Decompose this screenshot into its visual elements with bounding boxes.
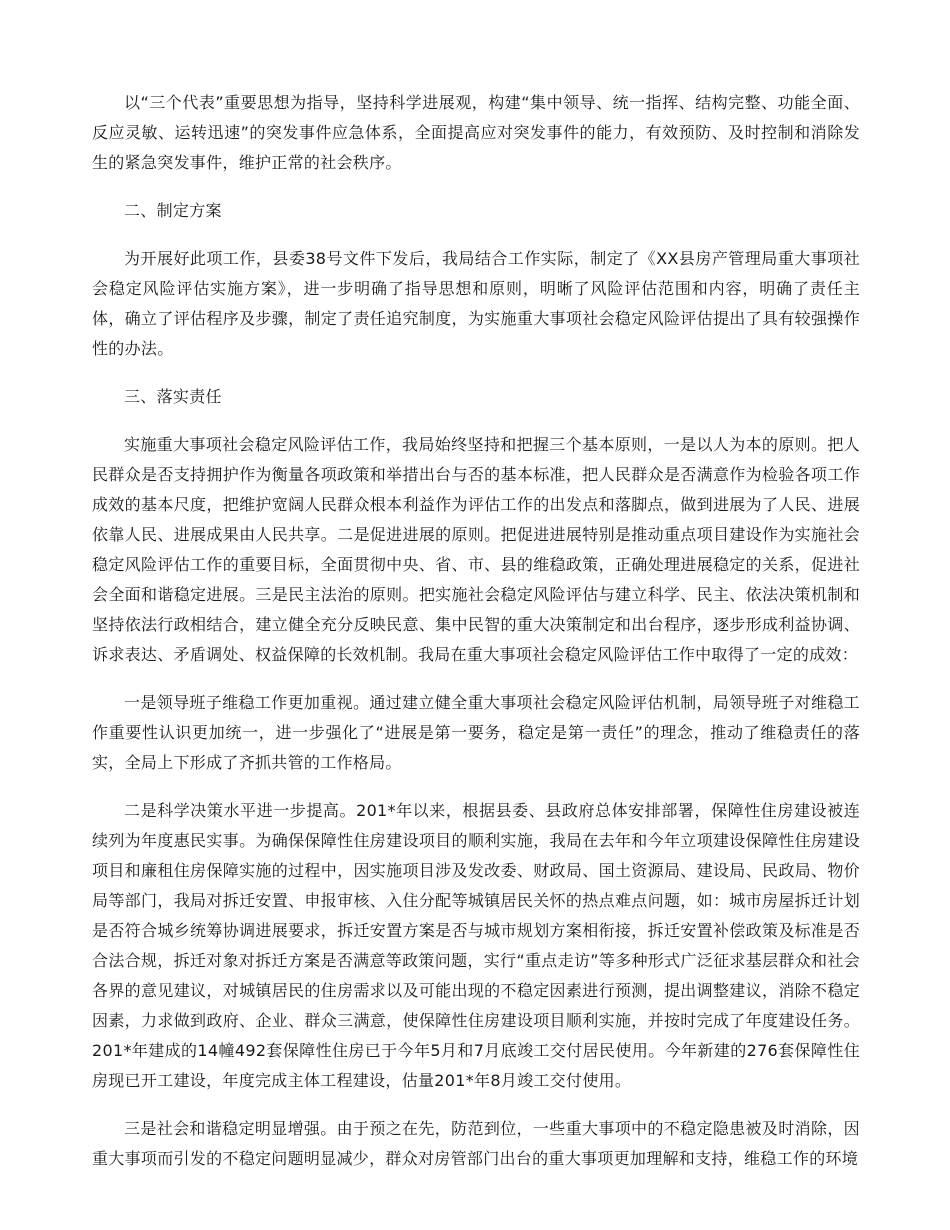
- paragraph-achievement-leadership: 一是领导班子维稳工作更加重视。通过建立健全重大事项社会稳定风险评估机制，局领导班子对维稳工作重要性认识更加统一，进一步强化了“进展是第一要务，稳定是第一责任”的理念，推动了维稳责任的落实，全局上下形成了齐抓共管的工作格局。: [92, 693, 860, 772]
- paragraph-achievement-social-stability: 三是社会和谐稳定明显增强。由于预之在先，防范到位，一些重大事项中的不稳定隐患被及时消除，因重大事项而引发的不稳定问题明显减少，群众对房管部门出台的重大事项更加理解和支持，维稳工作的环境: [92, 1119, 860, 1168]
- section-heading-formulate-plan: 二、制定方案: [124, 201, 222, 220]
- section-heading-implement-responsibility: 三、落实责任: [124, 387, 222, 406]
- paragraph-formulate-plan: 为开展好此项工作，县委38号文件下发后，我局结合工作实际，制定了《XX县房产管理局重大事项社会稳定风险评估实施方案》，进一步明确了指导思想和原则，明晰了风险评估范围和内容，明确了责任主体，确立了评估程序及步骤，制定了责任追究制度，为实施重大事项社会稳定风险评估提出了具有较强操作性的办法。: [92, 249, 860, 358]
- paragraph-principles: 实施重大事项社会稳定风险评估工作，我局始终坚持和把握三个基本原则，一是以人为本的原则。把人民群众是否支持拥护作为衡量各项政策和举措出台与否的基本标准，把人民群众是否满意作为检验各项工作成效的基本尺度，把维护宽阔人民群众根本利益作为评估工作的出发点和落脚点，做到进展为了人民、进展依靠人民、进展成果由人民共享。二是促进进展的原则。把促进进展特别是推动重点项目建设作为实施社会稳定风险评估工作的重要目标，全面贯彻中央、省、市、县的维稳政策，正确处理进展稳定的关系，促进社会全面和谐稳定进展。三是民主法治的原则。把实施社会稳定风险评估与建立科学、民主、依法决策机制和坚持依法行政相结合，建立健全充分反映民意、集中民智的重大决策制定和出台程序，逐步形成利益协调、诉求表达、矛盾调处、权益保障的长效机制。我局在重大事项社会稳定风险评估工作中取得了一定的成效：: [92, 435, 860, 664]
- paragraph-guiding-ideology: 以“三个代表”重要思想为指导，坚持科学进展观，构建“集中领导、统一指挥、结构完整、功能全面、反应灵敏、运转迅速”的突发事件应急体系，全面提高应对突发事件的能力，有效预防、及时控制和消除发生的紧急突发事件，维护正常的社会秩序。: [92, 93, 860, 172]
- paragraph-achievement-decision-making: 二是科学决策水平进一步提高。201*年以来，根据县委、县政府总体安排部署，保障性住房建设被连续列为年度惠民实事。为确保保障性住房建设项目的顺利实施，我局在去年和今年立项建设保障性住房建设项目和廉租住房保障实施的过程中，因实施项目涉及发改委、财政局、国土资源局、建设局、民政局、物价局等部门，我局对拆迁安置、申报审核、入住分配等城镇居民关怀的热点难点问题，如：城市房屋拆迁计划是否符合城乡统筹协调进展要求，拆迁安置方案是否与城市规划方案相衔接，拆迁安置补偿政策及标准是否合法合规，拆迁对象对拆迁方案是否满意等政策问题，实行“重点走访”等多种形式广泛征求基层群众和社会各界的意见建议，对城镇居民的住房需求以及可能出现的不稳定因素进行预测，提出调整建议，消除不稳定因素，力求做到政府、企业、群众三满意，使保障性住房建设项目顺利实施，并按时完成了年度建设任务。201*年建成的14幢492套保障性住房已于今年5月和7月底竣工交付居民使用。今年新建的276套保障性住房现已开工建设，年度完成主体工程建设，估量201*年8月竣工交付使用。: [92, 801, 860, 1090]
- document-body: [92, 88, 860, 1192]
